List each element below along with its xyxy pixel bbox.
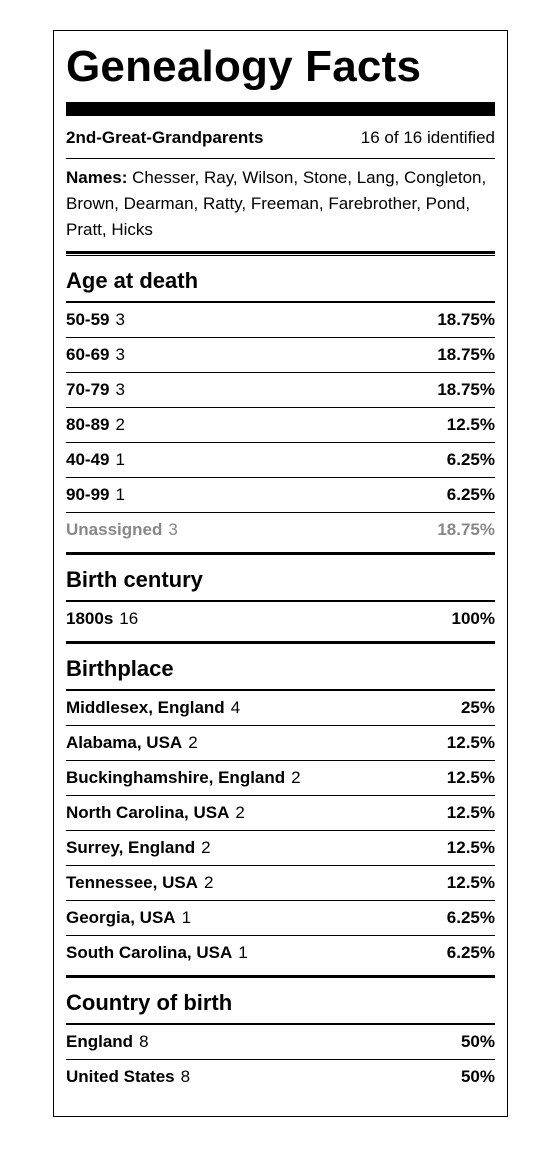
row-label: 40-49 (66, 450, 110, 469)
table-row (66, 1024, 495, 1059)
row-label: North Carolina, USA (66, 803, 230, 822)
row-count: 4 (230, 698, 241, 717)
names-text: Chesser, Ray, Wilson, Stone, Lang, Congleton, Brown, Dearman, Ratty, Freeman, Farebrother, Pond, Pratt, Hicks (66, 168, 487, 239)
section-heading: Age at death (66, 256, 495, 302)
row-label: 1800s (66, 609, 114, 628)
table-row (66, 442, 495, 477)
row-percent: 18.75% (437, 310, 495, 329)
row-count: 2 (188, 733, 198, 752)
row-label: Unassigned (66, 520, 163, 539)
section-birthplace (66, 644, 495, 970)
summary-label: 2nd-Great-Grandparents (66, 128, 264, 147)
row-count: 3 (115, 380, 125, 399)
names-label: Names: (66, 168, 128, 187)
row-percent: 12.5% (446, 873, 495, 892)
row-percent: 12.5% (446, 838, 495, 857)
table-row (66, 690, 495, 725)
row-count: 2 (235, 803, 245, 822)
section-heading: Birth century (66, 555, 495, 601)
section-birth-century (66, 555, 495, 636)
table-row (66, 760, 495, 795)
table-row (66, 830, 495, 865)
table-row (66, 372, 495, 407)
row-label: 70-79 (66, 380, 110, 399)
row-percent: 6.25% (446, 943, 495, 962)
row-label: Tennessee, USA (66, 873, 198, 892)
table-row (66, 337, 495, 372)
row-percent: 6.25% (446, 908, 495, 927)
row-percent: 6.25% (446, 485, 495, 504)
names-block (66, 159, 495, 251)
row-percent: 50% (460, 1032, 495, 1051)
section-heading: Birthplace (66, 644, 495, 690)
row-count: 16 (119, 609, 139, 628)
row-count: 2 (203, 873, 214, 892)
table-row-unassigned (66, 512, 495, 547)
table-row (66, 1059, 495, 1094)
table-row (66, 407, 495, 442)
table-row (66, 865, 495, 900)
row-count: 2 (201, 838, 211, 857)
row-label: 90-99 (66, 485, 110, 504)
row-percent: 18.75% (437, 520, 495, 539)
row-percent: 12.5% (446, 415, 495, 434)
table-row (66, 795, 495, 830)
row-count: 3 (115, 345, 125, 364)
summary-value: 16 of 16 identified (360, 128, 495, 147)
section-heading: Country of birth (66, 978, 495, 1024)
row-percent: 18.75% (437, 345, 495, 364)
table-row (66, 935, 495, 970)
section-age-at-death (66, 256, 495, 547)
row-count: 1 (115, 450, 125, 469)
row-count: 2 (115, 415, 125, 434)
row-label: 80-89 (66, 415, 110, 434)
row-label: England (66, 1032, 134, 1051)
summary-row (66, 116, 495, 159)
row-percent: 12.5% (446, 803, 495, 822)
row-label: South Carolina, USA (66, 943, 233, 962)
table-row (66, 302, 495, 337)
row-count: 3 (115, 310, 125, 329)
page-title: Genealogy Facts (66, 42, 422, 91)
row-percent: 100% (451, 609, 495, 628)
row-percent: 12.5% (446, 733, 495, 752)
row-count: 3 (168, 520, 178, 539)
row-count: 8 (139, 1032, 149, 1051)
row-percent: 6.25% (446, 450, 495, 469)
row-label: Middlesex, England (66, 698, 225, 717)
row-count: 1 (115, 485, 125, 504)
row-label: Georgia, USA (66, 908, 176, 927)
row-count: 1 (238, 943, 248, 962)
table-row (66, 601, 495, 636)
row-percent: 25% (460, 698, 495, 717)
table-row (66, 725, 495, 760)
table-row (66, 477, 495, 512)
row-label: Buckinghamshire, England (66, 768, 286, 787)
row-percent: 18.75% (437, 380, 495, 399)
row-label: 60-69 (66, 345, 110, 364)
row-percent: 50% (460, 1067, 495, 1086)
row-count: 2 (291, 768, 301, 787)
genealogy-facts-panel (53, 30, 508, 1117)
section-country-of-birth (66, 978, 495, 1094)
row-label: United States (66, 1067, 175, 1086)
title-divider (66, 102, 495, 116)
table-row (66, 900, 495, 935)
row-label: Surrey, England (66, 838, 196, 857)
row-percent: 12.5% (446, 768, 495, 787)
row-count: 8 (180, 1067, 191, 1086)
row-count: 1 (181, 908, 192, 927)
row-label: 50-59 (66, 310, 110, 329)
row-label: Alabama, USA (66, 733, 183, 752)
